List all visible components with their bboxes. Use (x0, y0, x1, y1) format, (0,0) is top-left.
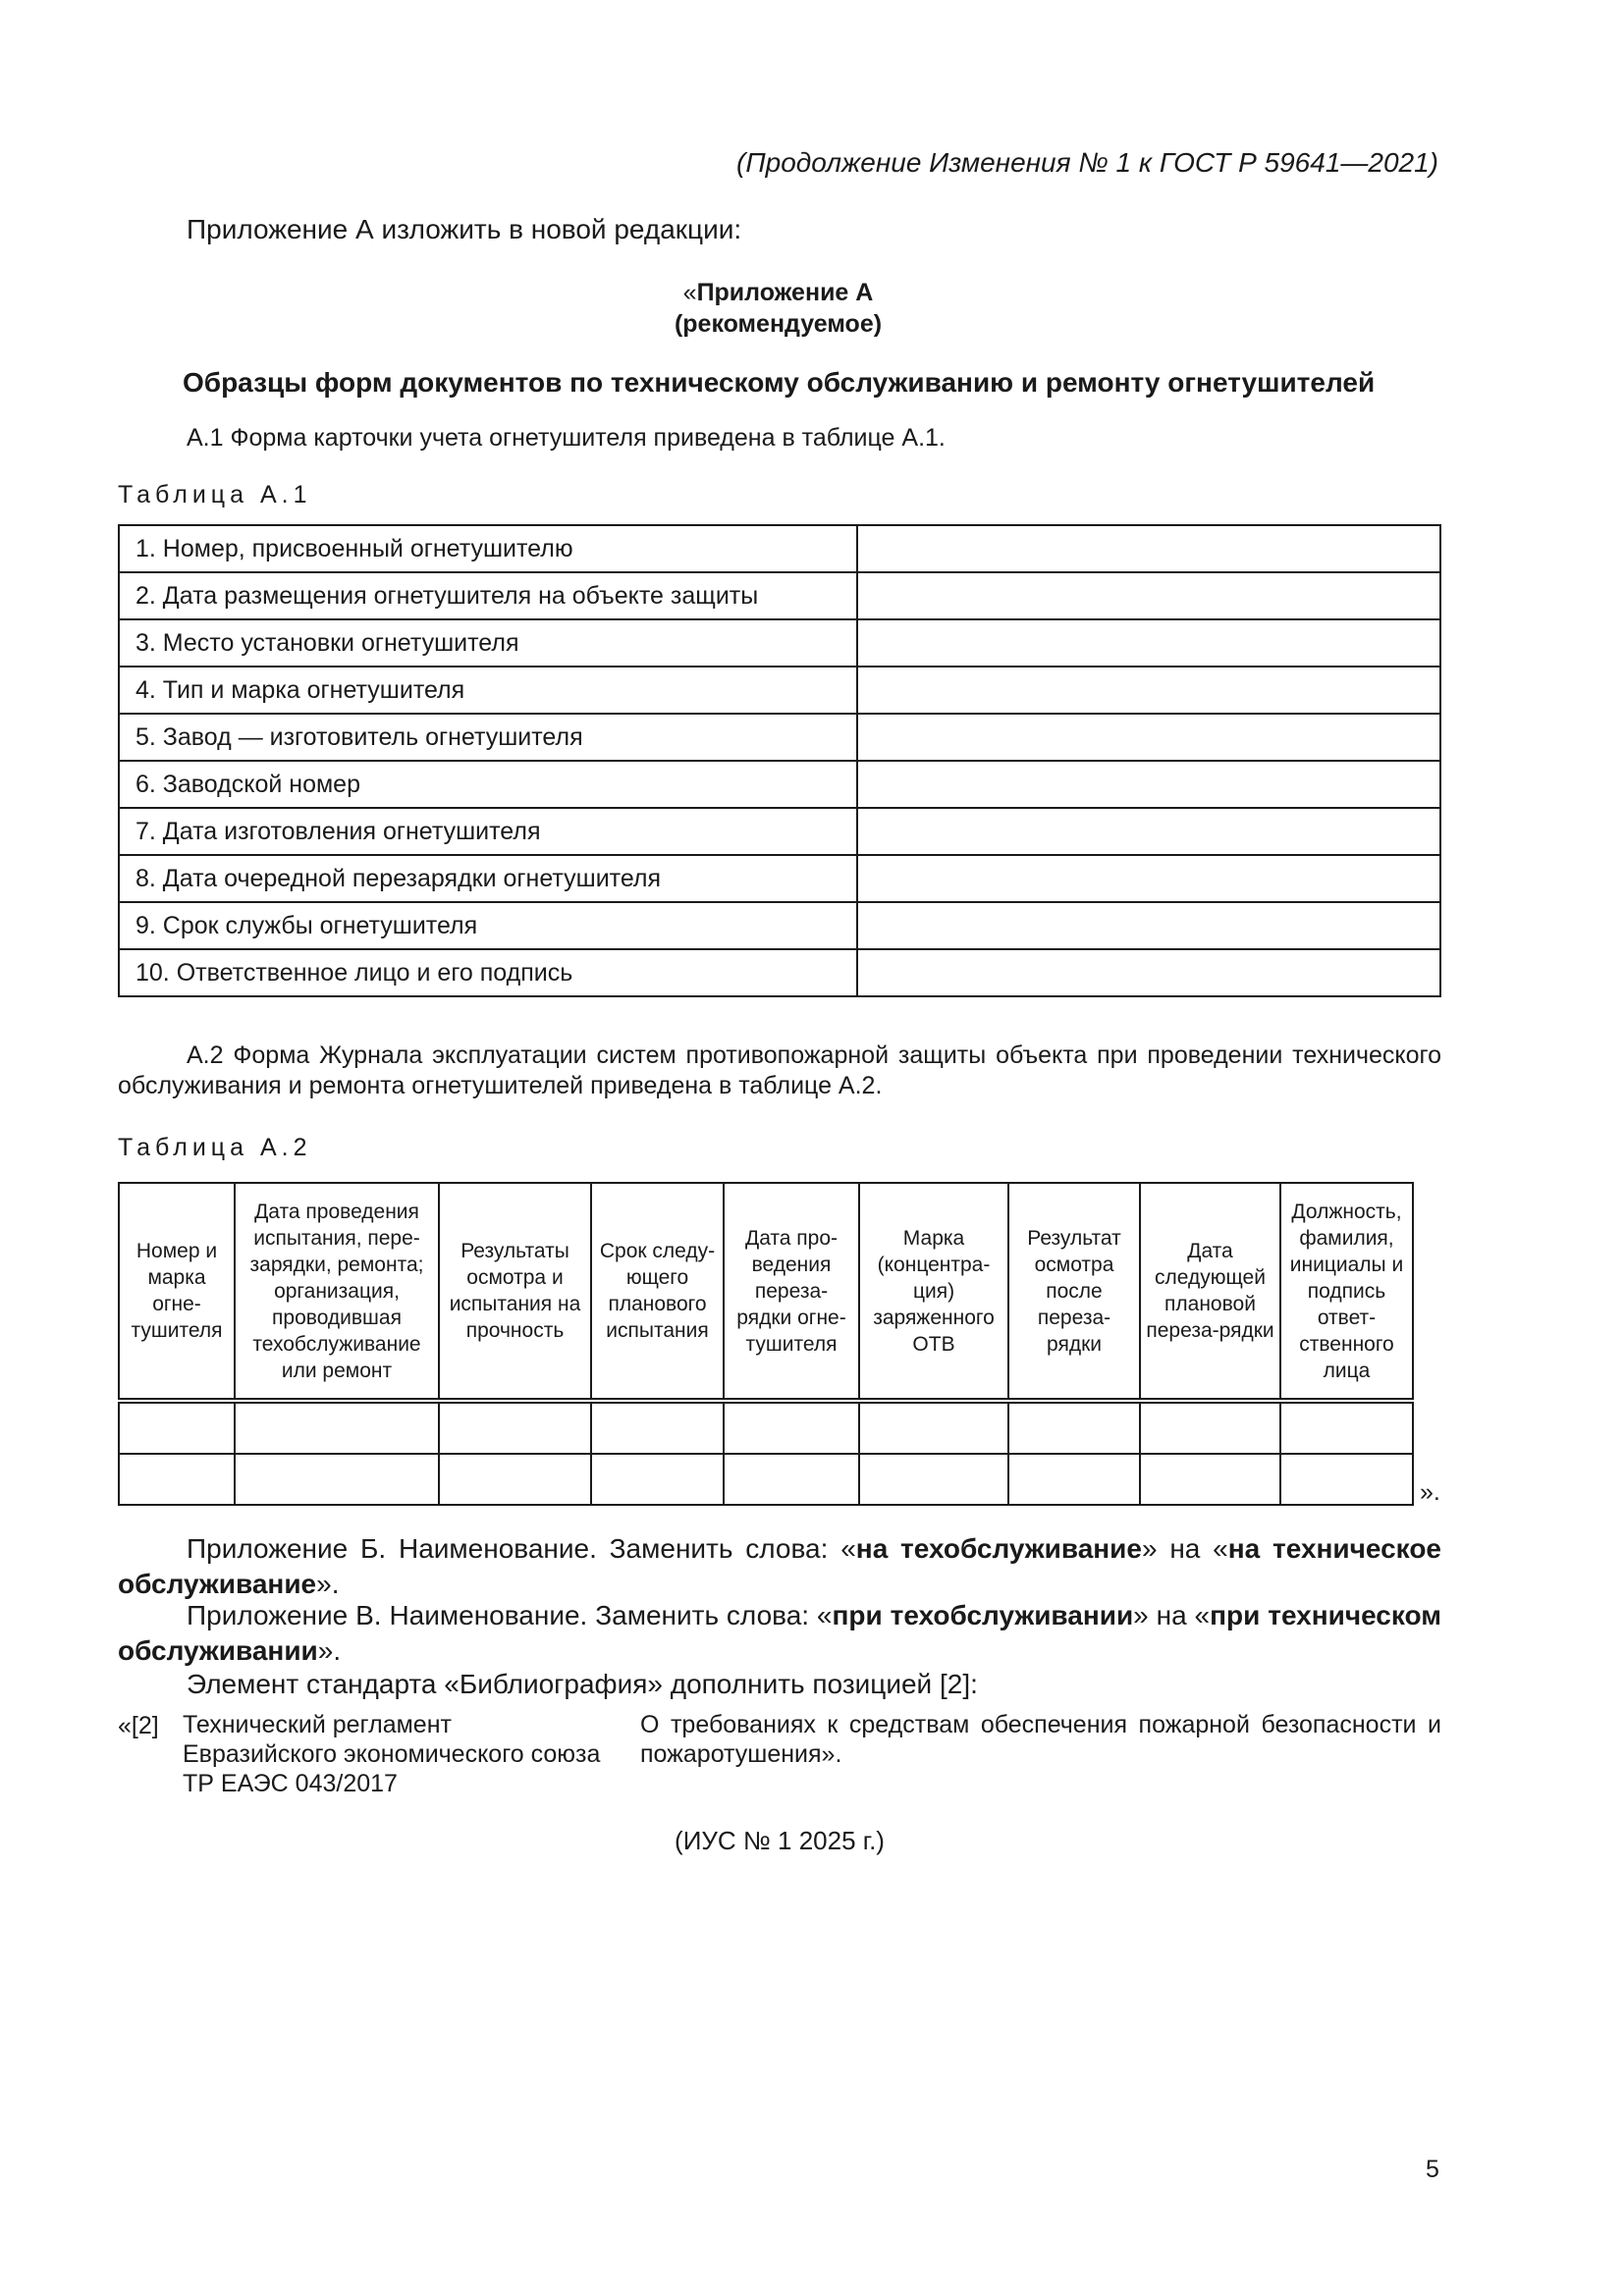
table-row (119, 572, 1440, 619)
table-cell (591, 1454, 724, 1505)
amendment-v-old: при техобслуживании (832, 1600, 1134, 1630)
amendment-v (118, 1598, 1441, 1669)
table-cell-value (857, 572, 1440, 619)
table-cell (859, 1454, 1008, 1505)
table-cell (724, 1454, 859, 1505)
table-cell (1008, 1401, 1140, 1454)
bibliography-source (183, 1710, 615, 1798)
bibliography-source-line: Евразийского экономического союза (183, 1740, 601, 1768)
table-cell (119, 1401, 235, 1454)
table-cell (119, 1454, 235, 1505)
table-a2-caption: Таблица А.2 (118, 1134, 312, 1161)
column-header: Результат осмотра после переза-рядки (1008, 1183, 1140, 1401)
table-cell-label: 6. Заводской номер (119, 761, 857, 808)
table-cell (1140, 1454, 1280, 1505)
table-cell (1280, 1401, 1413, 1454)
table-cell-value (857, 525, 1440, 572)
ius-note: (ИУС № 1 2025 г.) (675, 1826, 885, 1855)
appendix-title-text: Приложение А (696, 279, 874, 306)
column-header: Дата про-ведения переза-рядки огне-тушителя (724, 1183, 859, 1401)
table-row (119, 902, 1440, 949)
table-cell-value (857, 855, 1440, 902)
table-cell (591, 1401, 724, 1454)
column-header: Дата следующей плановой переза-рядки (1140, 1183, 1280, 1401)
table-cell-label: 4. Тип и марка огнетушителя (119, 667, 857, 714)
column-header: Результаты осмотра и испытания на прочность (439, 1183, 591, 1401)
table-cell (235, 1454, 439, 1505)
table-cell-label: 9. Срок службы огнетушителя (119, 902, 857, 949)
document-title: Образцы форм документов по техническому обслуживанию и ремонту огнетушителей (183, 367, 1376, 398)
table-row (119, 525, 1440, 572)
table-cell-value (857, 902, 1440, 949)
table-header-row (119, 1183, 1413, 1401)
intro-text: Приложение А изложить в новой редакции: (187, 214, 742, 244)
table-row (119, 714, 1440, 761)
column-header: Дата проведения испытания, пере-зарядки, ремонта; организация, проводившая техобслуживание или ремонт (235, 1183, 439, 1401)
amendment-v-mid: » на « (1133, 1600, 1211, 1630)
table-cell-value (857, 808, 1440, 855)
table-row (119, 761, 1440, 808)
table-cell-label: 5. Завод — изготовитель огнетушителя (119, 714, 857, 761)
column-header: Срок следу-ющего планового испытания (591, 1183, 724, 1401)
amendment-b-mid: » на « (1141, 1533, 1228, 1564)
table-cell-label: 1. Номер, присвоенный огнетушителю (119, 525, 857, 572)
bibliography-number: «[2] (118, 1712, 159, 1739)
table-row (119, 808, 1440, 855)
amendment-v-new: при техническом обслуживании (118, 1600, 1441, 1666)
table-cell-value (857, 667, 1440, 714)
column-header: Марка (концентра-ция) заряженного ОТВ (859, 1183, 1008, 1401)
table-cell-label: 3. Место установки огнетушителя (119, 619, 857, 667)
table-cell (439, 1401, 591, 1454)
table-cell (859, 1401, 1008, 1454)
table-cell (724, 1401, 859, 1454)
table-row (119, 619, 1440, 667)
table-cell-value (857, 761, 1440, 808)
a2-paragraph: А.2 Форма Журнала эксплуатации систем противопожарной защиты объекта при проведении технического обслуживания и ремонта огнетушителей приведена в таблице А.2. (118, 1041, 1441, 1099)
continuation-header: (Продолжение Изменения № 1 к ГОСТ Р 59641—2021) (736, 147, 1438, 178)
table-cell-label: 8. Дата очередной перезарядки огнетушителя (119, 855, 857, 902)
table-a1 (118, 524, 1441, 997)
table-cell-label: 2. Дата размещения огнетушителя на объекте защиты (119, 572, 857, 619)
table-a1-caption: Таблица А.1 (118, 481, 312, 508)
table-cell (1140, 1401, 1280, 1454)
page-number: 5 (1426, 2156, 1439, 2183)
amendment-v-end: ». (317, 1635, 342, 1666)
appendix-title-quote: « (682, 279, 697, 306)
amendment-v-prefix: Приложение В. Наименование. Заменить слова: « (187, 1600, 833, 1630)
table-row (119, 949, 1440, 996)
table-cell-value (857, 949, 1440, 996)
table-row (119, 855, 1440, 902)
bibliography-source-line: ТР ЕАЭС 043/2017 (183, 1770, 398, 1797)
amendment-b (118, 1531, 1441, 1602)
table-a2-closing-quote: ». (1420, 1478, 1440, 1506)
table-cell-label: 10. Ответственное лицо и его подпись (119, 949, 857, 996)
column-header: Номер и марка огне-тушителя (119, 1183, 235, 1401)
appendix-subtitle: (рекомендуемое) (674, 310, 883, 338)
bibliography-title: О требованиях к средствам обеспечения пожарной безопасности и пожаротушения». (640, 1711, 1441, 1768)
amendment-b-old: на техобслуживание (855, 1533, 1142, 1564)
table-row (119, 667, 1440, 714)
column-header: Должность, фамилия, инициалы и подпись ответ-ственного лица (1280, 1183, 1413, 1401)
table-cell (1008, 1454, 1140, 1505)
table-cell-label: 7. Дата изготовления огнетушителя (119, 808, 857, 855)
amendment-b-prefix: Приложение Б. Наименование. Заменить слова: « (187, 1533, 856, 1564)
amendment-b-end: ». (316, 1569, 340, 1599)
table-cell-value (857, 619, 1440, 667)
table-row (119, 1454, 1413, 1505)
table-cell (1280, 1454, 1413, 1505)
table-cell-value (857, 714, 1440, 761)
table-cell (235, 1401, 439, 1454)
a1-paragraph: А.1 Форма карточки учета огнетушителя приведена в таблице А.1. (187, 424, 946, 452)
bibliography-intro: Элемент стандарта «Библиография» дополнить позицией [2]: (187, 1669, 978, 1699)
appendix-title (118, 277, 1438, 308)
table-cell (439, 1454, 591, 1505)
table-a2 (118, 1182, 1414, 1506)
table-row (119, 1401, 1413, 1454)
bibliography-source-line: Технический регламент (183, 1711, 452, 1738)
amendment-b-new: на техническое обслуживание (118, 1533, 1441, 1599)
